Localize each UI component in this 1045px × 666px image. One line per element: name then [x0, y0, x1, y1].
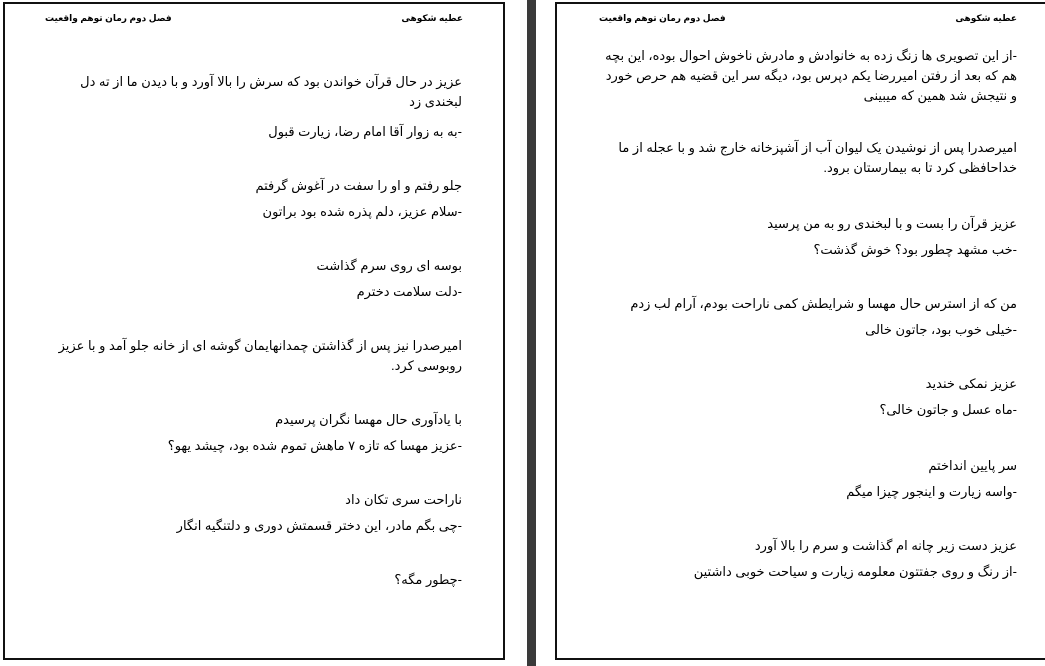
page-left — [3, 2, 505, 660]
paragraph: جلو رفتم و او را سفت در آغوش گرفتم — [255, 178, 462, 193]
header-author: عطیه شکوهی — [955, 13, 1017, 23]
paragraph: عزیز قرآن را بست و با لبخندی رو به من پرسید — [767, 216, 1017, 231]
paragraph: -از این تصویری ها زنگ زده به خانوادش و مادرش ناخوش احوال بوده، این بچه هم که بعد از رفتن امیررضا یکم دپرس بود، دیگه سر این قضیه هم حرص خورد و نتیجش شد همین که میبینی — [605, 48, 1017, 103]
paragraph: -دلت سلامت دخترم — [356, 284, 462, 299]
page-right — [555, 2, 1045, 660]
paragraph: -چی بگم مادر، این دختر قسمتش دوری و دلتنگیه انگار — [176, 518, 462, 533]
page-gutter — [527, 0, 536, 666]
paragraph: -از رنگ و روی جفتتون معلومه زیارت و سیاحت خوبی داشتین — [693, 564, 1017, 579]
page-header — [45, 13, 463, 27]
header-book-title: فصل دوم رمان توهم واقعیت — [45, 13, 172, 23]
paragraph: عزیز نمکی خندید — [925, 376, 1017, 391]
paragraph: -واسه زیارت و اینجور چیزا میگم — [846, 484, 1017, 499]
paragraph: امیرصدرا پس از نوشیدن یک لیوان آب از آشپزخانه خارج شد و با عجله از ما خداحافظی کرد تا به بیمارستان برود. — [618, 140, 1017, 175]
paragraph: عزیز دست زیر چانه ام گذاشت و سرم را بالا آورد — [754, 538, 1017, 553]
paragraph: -عزیز مهسا که تازه ۷ ماهش تموم شده بود، چیشد یهو؟ — [167, 438, 462, 453]
header-book-title: فصل دوم رمان توهم واقعیت — [599, 13, 726, 23]
paragraph: ناراحت سری تکان داد — [345, 492, 462, 507]
paragraph: من که از استرس حال مهسا و شرایطش کمی ناراحت بودم، آرام لب زدم — [630, 296, 1017, 311]
paragraph: -خب مشهد چطور بود؟ خوش گذشت؟ — [813, 242, 1017, 257]
paragraph: -به به زوار آقا امام رضا، زیارت قبول — [268, 124, 462, 139]
paragraph: بوسه ای روی سرم گذاشت — [316, 258, 462, 273]
paragraph: -ماه عسل و جاتون خالی؟ — [879, 402, 1017, 417]
paragraph: سر پایین انداختم — [928, 458, 1017, 473]
header-author: عطیه شکوهی — [401, 13, 463, 23]
paragraph: عزیز در حال قرآن خواندن بود که سرش را بالا آورد و با دیدن ما از ته دل لبخندی زد — [80, 74, 462, 109]
paragraph: -سلام عزیز، دلم پذره شده بود براتون — [262, 204, 462, 219]
paragraph: امیرصدرا نیز پس از گذاشتن چمدانهایمان گوشه ای از خانه جلو آمد و با عزیز روبوسی کرد. — [58, 338, 462, 373]
page-header — [599, 13, 1017, 27]
paragraph: با یادآوری حال مهسا نگران پرسیدم — [275, 412, 462, 427]
paragraph: -چطور مگه؟ — [394, 572, 462, 587]
paragraph: -خیلی خوب بود، جاتون خالی — [865, 322, 1017, 337]
